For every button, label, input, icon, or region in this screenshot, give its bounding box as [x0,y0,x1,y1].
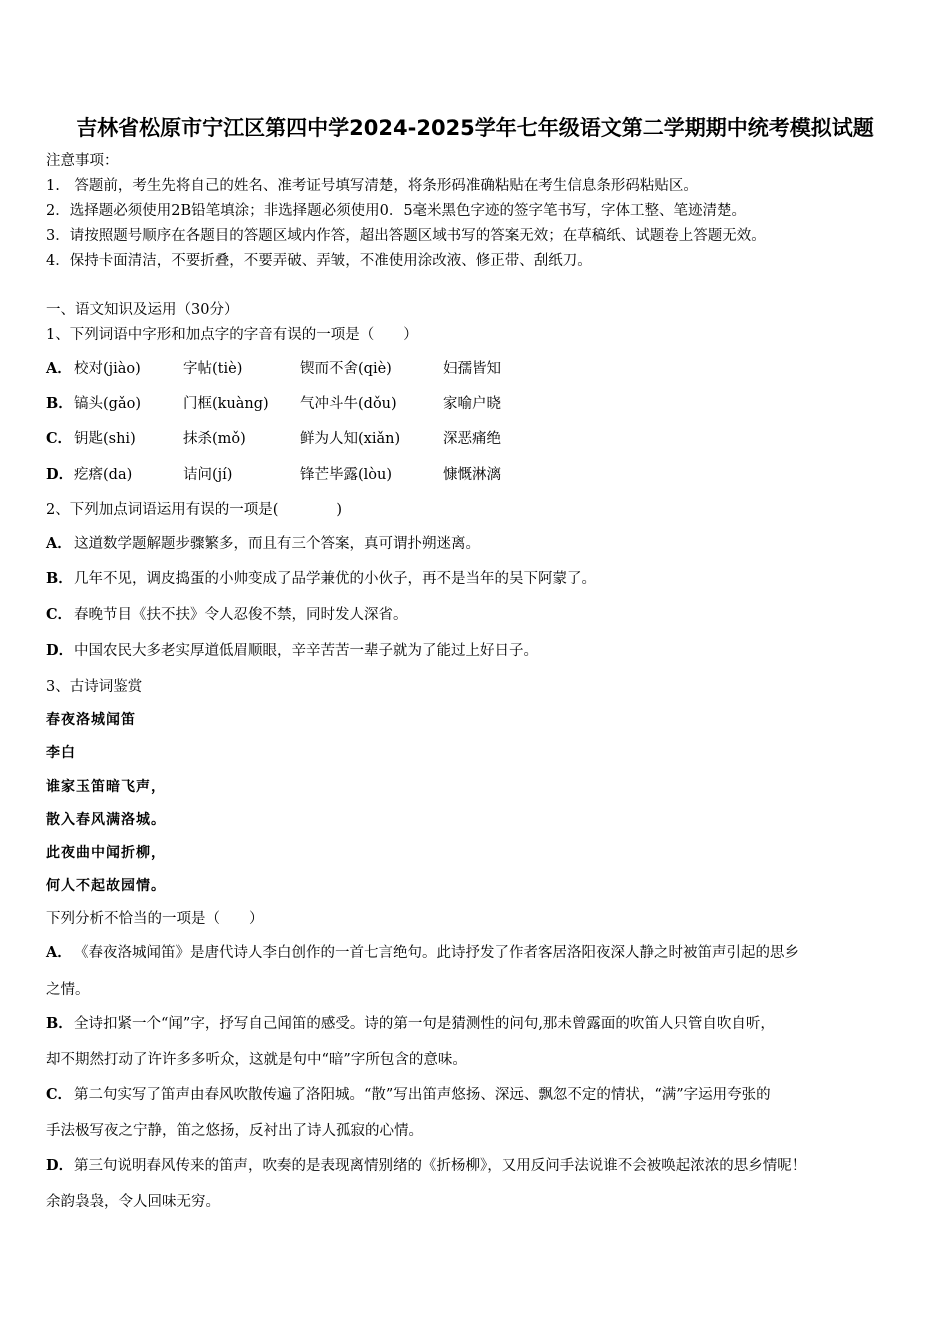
option-label: B． [46,1015,73,1032]
poem-line: 此夜曲中闻折柳， [46,845,166,861]
question-3-option-d [46,1156,806,1176]
option-continuation: 手法极写夜之宁静，笛之悠扬，反衬出了诗人孤寂的心情。 [46,1123,423,1139]
option-label: B． [46,570,73,587]
poem-line: 谁家玉笛暗飞声， [46,779,166,795]
poem-line: 何人不起故园情。 [46,878,166,894]
question-2-option-b [46,569,596,589]
notice-item: 2．选择题必须使用2B铅笔填涂；非选择题必须使用0．5毫米黑色字迹的签字笔书写，字体工整、笔迹清楚。 [46,203,747,219]
option-label: C． [46,430,73,447]
notice-heading: 注意事项： [46,153,119,169]
option-word: 妇孺皆知 [443,361,501,377]
question-2-option-c [46,605,408,625]
option-word: 诘问(jí) [183,467,233,483]
option-text: 《春夜洛城闻笛》是唐代诗人李白创作的一首七言绝句。此诗抒发了作者客居洛阳夜深人静之时被笛声引起的思乡 [74,945,799,961]
poem-line: 散入春风满洛城。 [46,812,166,828]
option-word: 镐头(gǎo) [74,396,141,412]
option-word: 疙瘩(da) [74,467,133,483]
option-word: 钥匙(shi) [74,431,136,447]
question-3-option-c [46,1085,771,1105]
page-title: 吉林省松原市宁江区第四中学2024-2025学年七年级语文第二学期期中统考模拟试题 [76,116,874,140]
question-3-option-a [46,943,799,963]
option-word: 家喻户晓 [443,396,501,412]
section-heading: 一、语文知识及运用（30分） [46,302,239,318]
option-word: 深恶痛绝 [443,431,501,447]
option-word: 字帖(tiè) [183,361,243,377]
option-text: 中国农民大多老实厚道低眉顺眼，辛辛苦苦一辈子就为了能过上好日子。 [74,643,538,659]
option-word: 鲜为人知(xiǎn) [300,431,401,447]
option-text: 这道数学题解题步骤繁多，而且有三个答案，真可谓扑朔迷离。 [74,536,480,552]
option-text: 第三句说明春风传来的笛声，吹奏的是表现离情别绪的《折杨柳》，又用反问手法说谁不会被唤起浓浓的思乡情呢！ [74,1158,807,1174]
option-label: B． [46,395,73,412]
option-word: 气冲斗牛(dǒu) [300,396,397,412]
question-2-stem: 2、下列加点词语运用有误的一项是( ) [46,502,343,518]
option-label: A． [46,535,72,552]
question-3-option-b [46,1014,775,1034]
option-text: 几年不见，调皮捣蛋的小帅变成了品学兼优的小伙子，再不是当年的吴下阿蒙了。 [74,571,596,587]
option-label: D． [46,1157,74,1174]
poem-title: 春夜洛城闻笛 [46,712,136,728]
notice-item: 1. 答题前，考生先将自己的姓名、准考证号填写清楚，将条形码准确粘贴在考生信息条形码粘贴区。 [46,178,698,194]
option-word: 慷慨淋漓 [443,467,501,483]
question-3-stem: 3、古诗词鉴赏 [46,679,143,695]
option-label: D． [46,466,74,483]
option-label: C． [46,606,73,623]
option-text: 春晚节目《扶不扶》令人忍俊不禁，同时发人深省。 [74,607,408,623]
option-label: A． [46,944,72,961]
question-2-option-a [46,534,480,554]
question-3-prompt: 下列分析不恰当的一项是（ ） [46,911,264,927]
option-text: 第二句实写了笛声由春风吹散传遍了洛阳城。“散”写出笛声悠扬、深远、飘忽不定的情状，“满”字运用夸张的 [74,1087,771,1103]
option-word: 锲而不舍(qiè) [300,361,392,377]
option-word: 抹杀(mǒ) [183,431,246,447]
question-2-option-d [46,641,538,661]
question-1-stem: 1、下列词语中字形和加点字的字音有误的一项是（ ） [46,327,418,343]
notice-item: 3．请按照题号顺序在各题目的答题区域内作答，超出答题区域书写的答案无效；在草稿纸、试题卷上答题无效。 [46,228,766,244]
option-continuation: 却不期然打动了许许多多听众，这就是句中“暗”字所包含的意味。 [46,1052,467,1068]
poem-author: 李白 [46,745,76,761]
option-continuation: 余韵袅袅，令人回味无穷。 [46,1194,220,1210]
option-text: 全诗扣紧一个“闻”字，抒写自己闻笛的感受。诗的第一句是猜测性的问句,那未曾露面的吹笛人只管自吹自听， [74,1016,775,1032]
option-label: D． [46,642,74,659]
notice-item: 4．保持卡面清洁，不要折叠，不要弄破、弄皱，不准使用涂改液、修正带、刮纸刀。 [46,253,592,269]
option-word: 校对(jiào) [74,361,141,377]
option-word: 门框(kuàng) [183,396,269,412]
option-continuation: 之情。 [46,982,90,998]
option-label: C． [46,1086,73,1103]
option-word: 锋芒毕露(lòu) [300,467,393,483]
option-label: A． [46,360,72,377]
